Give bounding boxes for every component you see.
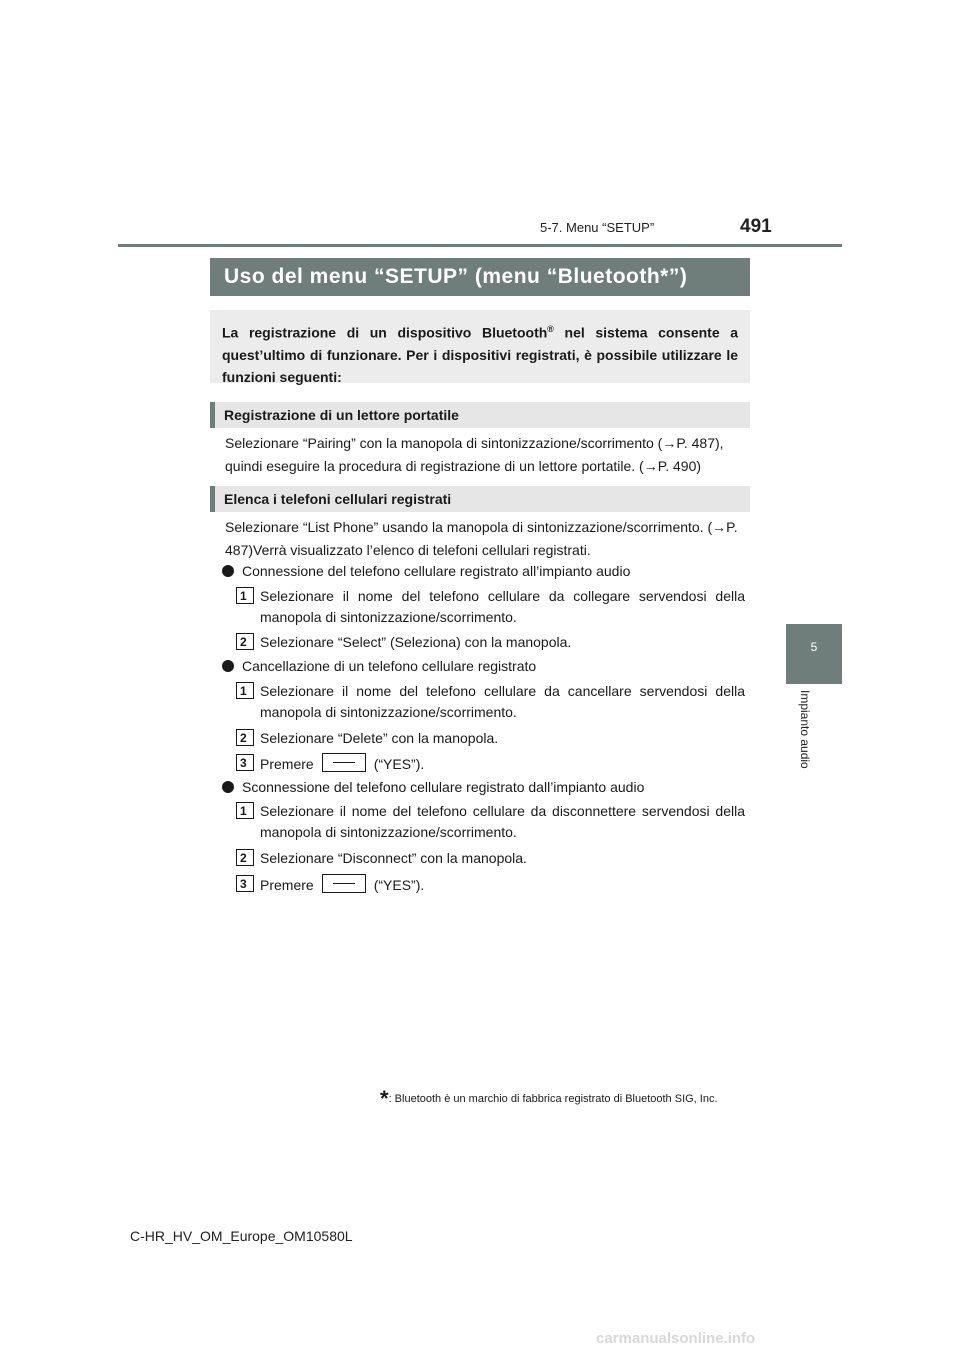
delete-step-3 <box>260 753 745 775</box>
intro-box <box>210 310 750 383</box>
registered-mark: ® <box>547 324 554 334</box>
list-phone-paragraph: Selezionare “List Phone” usando la manopola di sintonizzazione/scorrimento. (→P. 487)Verrà visualizzato l’elenco di telefoni cellulari registrati. <box>225 519 738 558</box>
step-number: 1 <box>236 682 254 699</box>
chapter-tab <box>786 624 842 684</box>
watermark: carmanualsonline.info <box>596 1330 756 1347</box>
footnote-asterisk: * <box>380 1086 389 1111</box>
step-number: 2 <box>236 633 254 650</box>
document-code: C-HR_HV_OM_Europe_OM10580L <box>130 1228 353 1244</box>
connect-step-1: Selezionare il nome del telefono cellulare da collegare servendosi della manopola di sintonizzazione/scorrimento. <box>260 588 745 625</box>
bullet-dot <box>222 565 234 577</box>
key-button-icon <box>322 753 366 772</box>
delete-step-2: Selezionare “Delete” con la manopola. <box>260 730 499 746</box>
page-number: 491 <box>740 216 772 237</box>
bullet-connect-text: Connessione del telefono cellulare registrato all’impianto audio <box>242 563 631 579</box>
step-number: 1 <box>236 802 254 819</box>
intro-text-2: nel sistema consente a quest’ultimo di funzionare. Per i dispositivi registrati, è possibile utilizzare le funzioni seguenti: <box>222 324 738 385</box>
section-heading-list-phone: Elenca i telefoni cellulari registrati <box>210 486 750 512</box>
bullet-dot <box>222 660 234 672</box>
bullet-disconnect <box>222 777 644 797</box>
step-number: 2 <box>236 729 254 746</box>
section-reference: 5-7. Menu “SETUP” <box>540 220 655 235</box>
bullet-dot <box>222 781 234 793</box>
step-number: 3 <box>236 875 254 892</box>
footnote-text: : Bluetooth è un marchio di fabbrica registrato di Bluetooth SIG, Inc. <box>388 1093 718 1105</box>
step-number: 1 <box>236 587 254 604</box>
step-number: 3 <box>236 754 254 771</box>
page-title: Uso del menu “SETUP” (menu “Bluetooth*”) <box>210 258 750 296</box>
disconnect-step-1: Selezionare il nome del telefono cellulare da disconnettere servendosi della manopola di sintonizzazione/scorrimento. <box>260 803 745 840</box>
key-button-icon <box>322 874 366 893</box>
disconnect-step-3 <box>260 874 745 896</box>
intro-text-1: La registrazione di un dispositivo Bluetooth <box>222 324 548 341</box>
disconnect-step-2: Selezionare “Disconnect” con la manopola. <box>260 850 527 866</box>
header-divider <box>118 244 842 247</box>
yes-label: (“YES”). <box>373 877 425 893</box>
footnote <box>380 1086 718 1112</box>
bullet-delete-text: Cancellazione di un telefono cellulare registrato <box>242 658 537 674</box>
connect-step-2: Selezionare “Select” (Seleziona) con la manopola. <box>260 634 572 650</box>
chapter-tab-label: Impianto audio <box>798 690 812 769</box>
press-label: Premere <box>260 877 314 893</box>
pairing-paragraph: Selezionare “Pairing” con la manopola di sintonizzazione/scorrimento (→P. 487), quindi eseguire la procedura di registrazione di un lettore portatile. (→P. 490) <box>225 435 724 474</box>
bullet-disconnect-text: Sconnessione del telefono cellulare registrato dall’impianto audio <box>242 779 645 795</box>
delete-step-1: Selezionare il nome del telefono cellulare da cancellare servendosi della manopola di sintonizzazione/scorrimento. <box>260 683 745 720</box>
bullet-delete <box>222 656 536 676</box>
step-number: 2 <box>236 849 254 866</box>
chapter-tab-number: 5 <box>810 640 818 654</box>
press-label: Premere <box>260 756 314 772</box>
yes-label: (“YES”). <box>373 756 425 772</box>
section-heading-pairing: Registrazione di un lettore portatile <box>210 402 750 428</box>
bullet-connect <box>222 561 630 581</box>
